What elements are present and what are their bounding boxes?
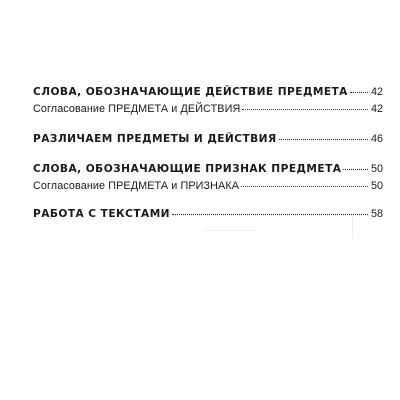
dot-leader [279, 139, 368, 140]
dot-leader [343, 169, 368, 170]
toc-entry-title: Согласование ПРЕДМЕТА и ДЕЙСТВИЯ [33, 103, 241, 115]
toc-entry-page: 42 [370, 86, 383, 98]
dot-leader [241, 186, 368, 187]
faint-show-through-mark [205, 230, 255, 231]
toc-entry [33, 206, 383, 223]
dot-leader [172, 214, 368, 215]
toc-entry [33, 84, 383, 101]
toc-entry-page: 50 [370, 163, 383, 175]
toc-entry [33, 131, 383, 148]
toc-entry-title: СЛОВА, ОБОЗНАЧАЮЩИЕ ПРИЗНАК ПРЕДМЕТА [33, 163, 342, 175]
toc-entry [33, 161, 383, 178]
table-of-contents [33, 84, 383, 223]
toc-entry-page: 42 [370, 103, 383, 115]
toc-entry-page: 46 [370, 133, 383, 145]
toc-entry-title: РАЗЛИЧАЕМ ПРЕДМЕТЫ И ДЕЙСТВИЯ [33, 133, 277, 145]
dot-leader [350, 92, 368, 93]
toc-entry-title: РАБОТА С ТЕКСТАМИ [33, 208, 170, 220]
toc-entry-page: 58 [370, 208, 383, 220]
toc-entry-title: СЛОВА, ОБОЗНАЧАЮЩИЕ ДЕЙСТВИЕ ПРЕДМЕТА [33, 86, 348, 98]
toc-subentry [33, 178, 383, 195]
toc-entry-page: 50 [370, 180, 383, 192]
toc-subentry [33, 101, 383, 118]
toc-entry-title: Согласование ПРЕДМЕТА и ПРИЗНАКА [33, 180, 240, 192]
dot-leader [242, 109, 368, 110]
